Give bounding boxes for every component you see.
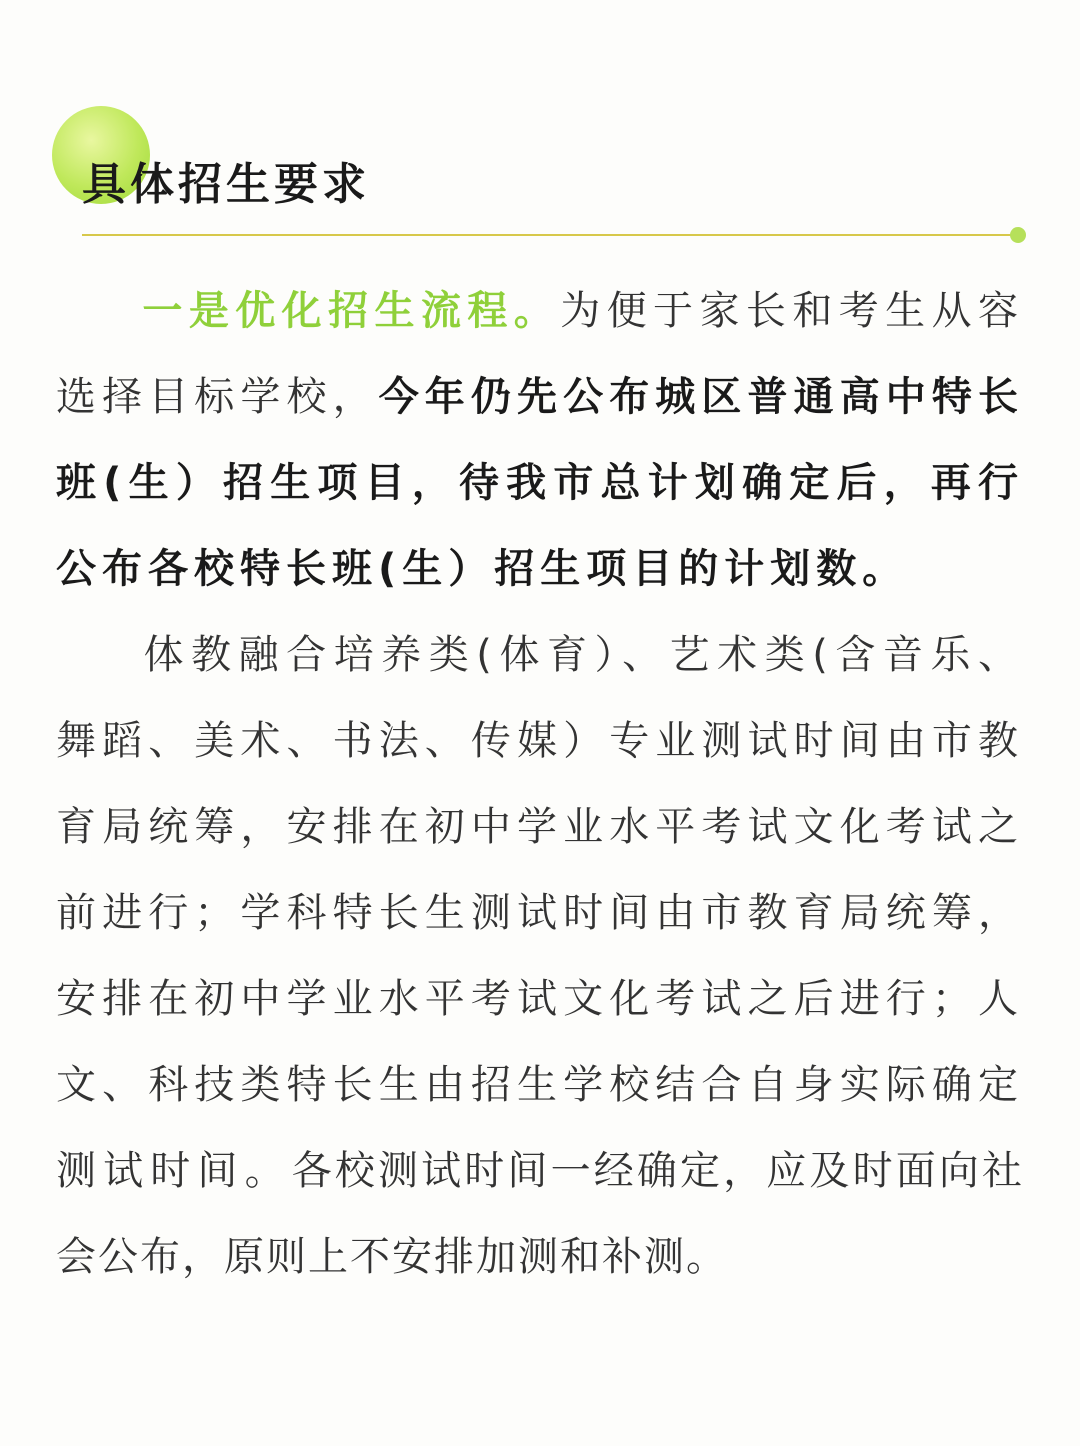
paragraph-bold-text: 今年仍先公布城区普通高中特长班(生）招生项目，待我市总计划确定后，再行公布各校特长班(生）招生项目的计划数。 — [56, 374, 1025, 592]
paragraph-text: 为便于家长和考生从容选择目标学校， — [56, 288, 1025, 420]
paragraph-text: 体教融合培养类(体育）、艺术类(含音乐、舞蹈、美术、书法、传媒）专业测试时间由市教育局统筹，安排在初中学业水平考试文化考试之前进行；学科特长生测试时间由市教育局统筹，安排在初中学业水平考试文化考试之后进行；人文、科技类特长生由招生学校结合自身实际确定测试时间。 — [56, 632, 1024, 1194]
paragraph-optimize-process — [56, 268, 1024, 612]
title-divider — [82, 234, 1014, 236]
section-header — [52, 106, 1032, 256]
divider-dot-icon — [1010, 227, 1026, 243]
paragraph-lead-heading: 一是优化招生流程。 — [142, 288, 561, 334]
article-body — [56, 268, 1024, 1300]
paragraph-test-schedule — [56, 612, 1024, 1300]
section-title: 具体招生要求 — [82, 159, 370, 210]
paragraph-text-closing: 各校测试时间一经确定，应及时面向社会公布，原则上不安排加测和补测。 — [56, 1148, 1025, 1280]
